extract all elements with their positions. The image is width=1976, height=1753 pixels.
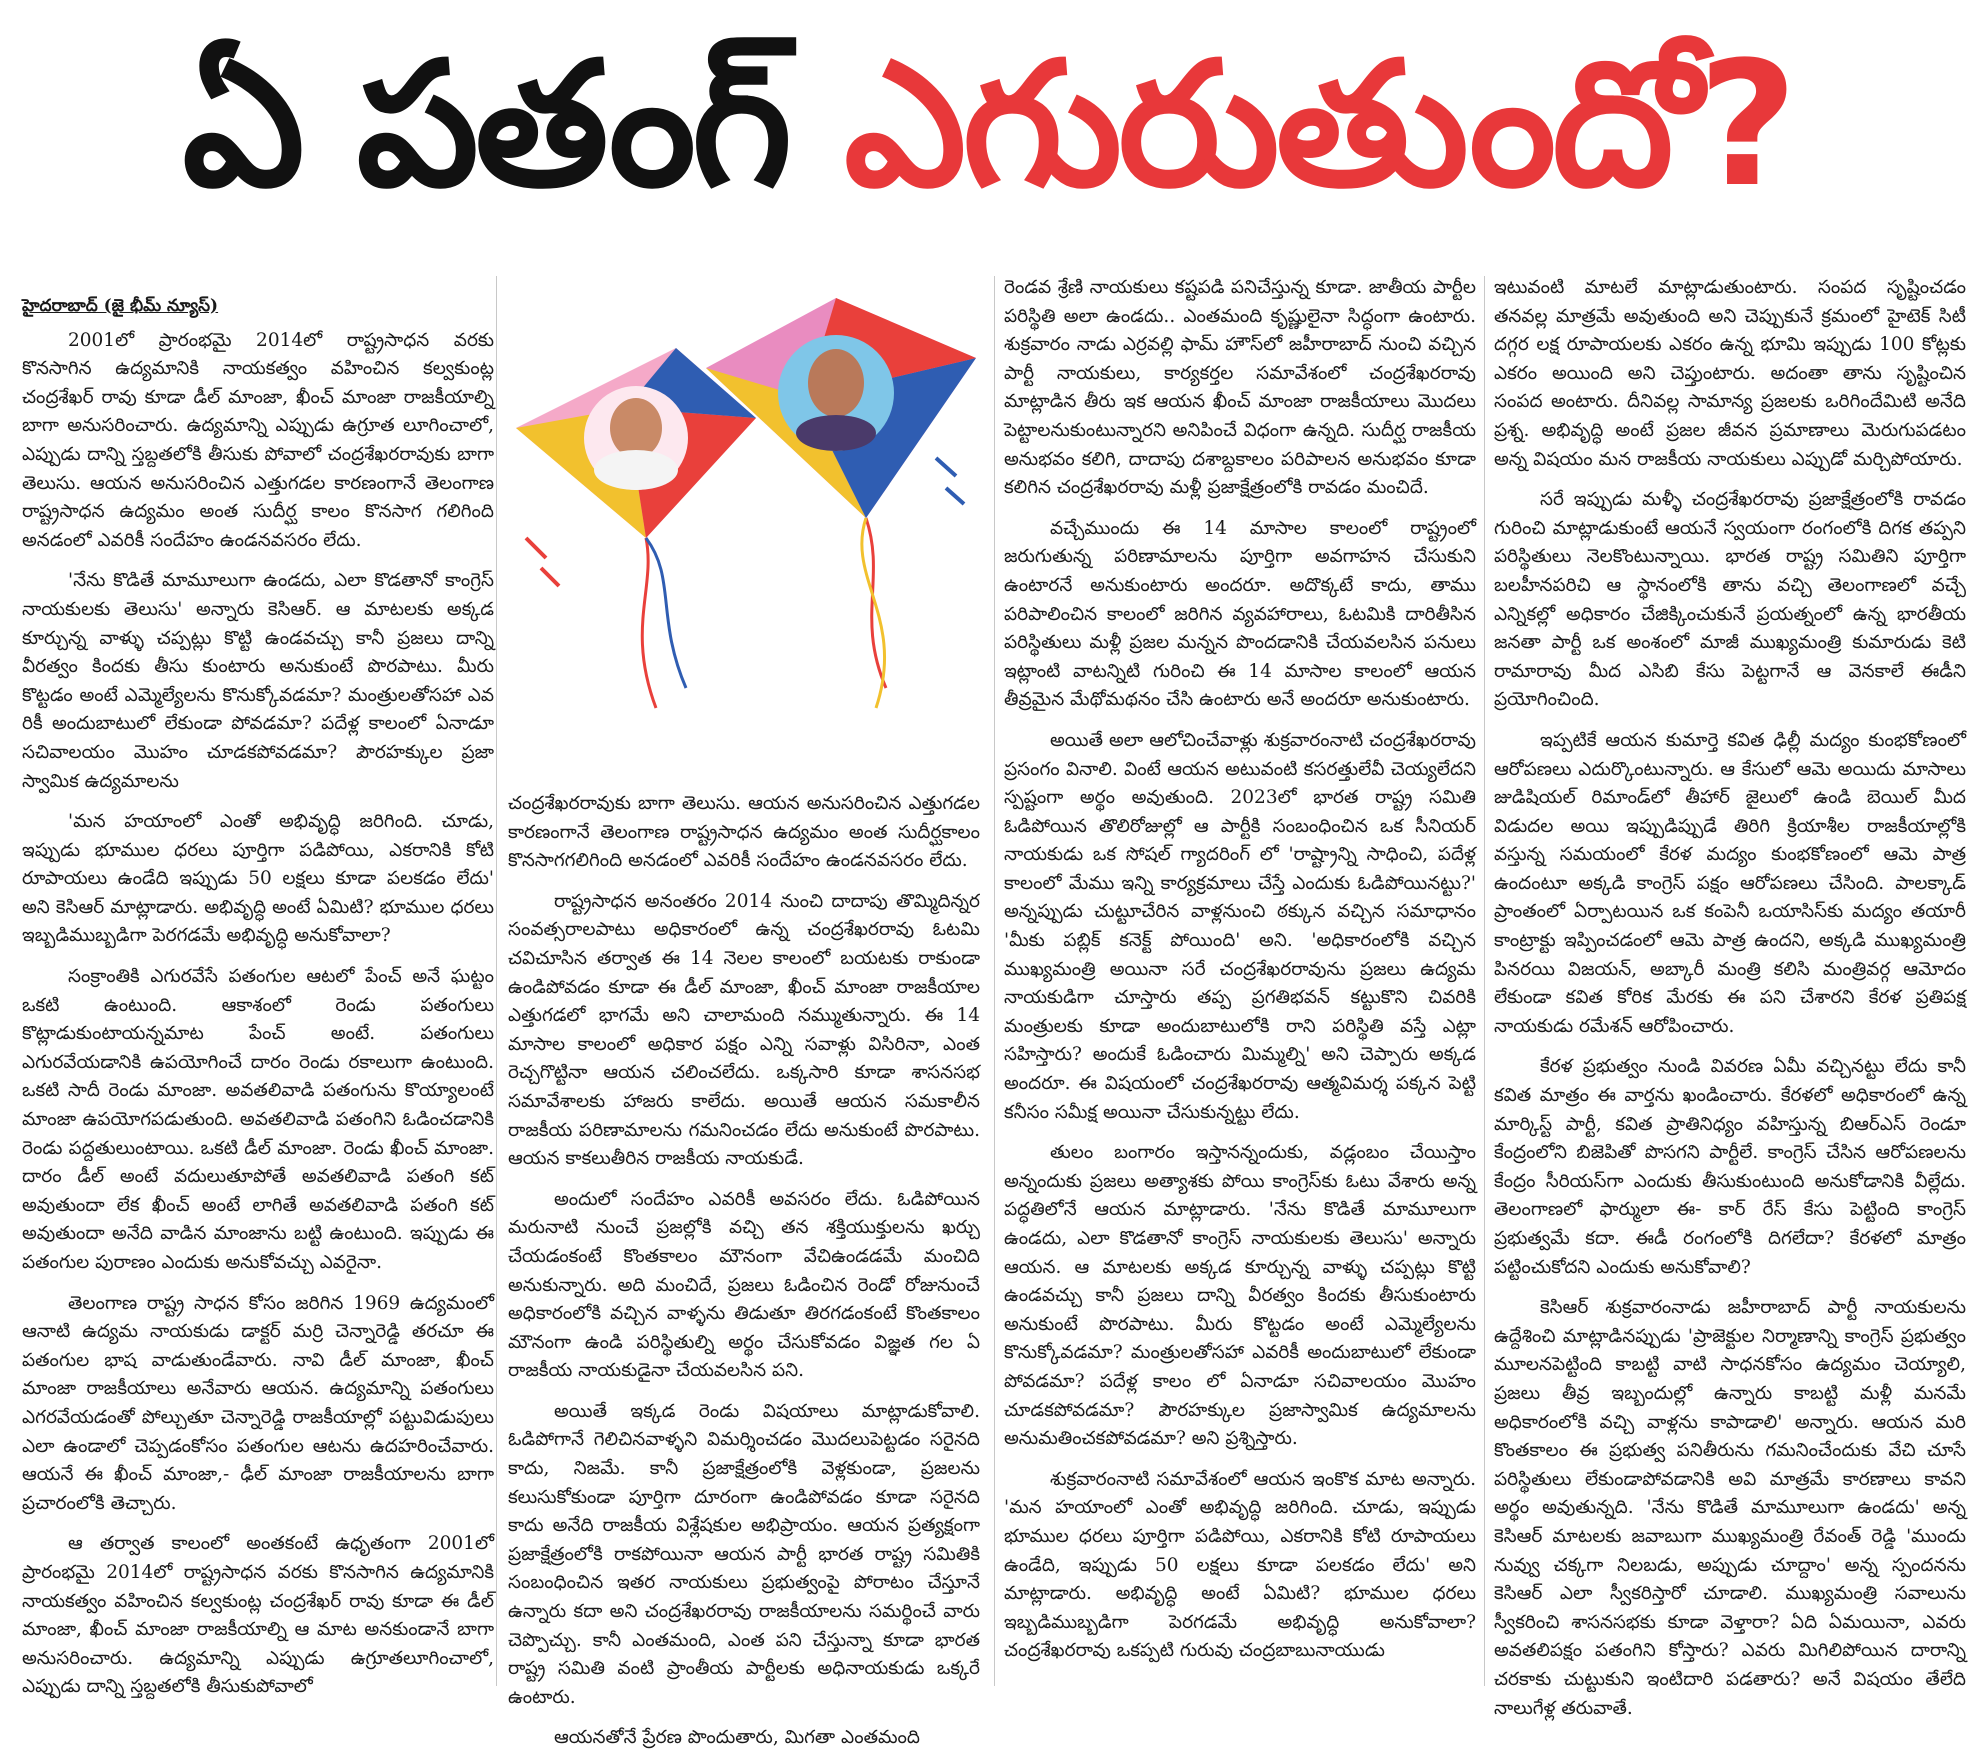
article-column-4 bbox=[1494, 274, 1966, 1719]
paragraph: 2001లో ప్రారంభమై 2014లో రాష్ట్రసాధన వరకు కొనసాగిన ఉద్యమానికి నాయకత్వం వహించిన కల్వకుంట్ల చంద్రశేఖర్ రావు కూడా డీల్ మాంజా, ఖీంచ్ మాంజా రాజకీయాల్ని బాగా అనుసరించారు. ఉద్యమాన్ని ఎప్పుడు ఉగ్రూత లూగించాలో, ఎప్పుడు దాన్ని స్తబ్దతలోకి తీసుకు పోవాలో చంద్రశేఖరరావుకు బాగా తెలుసు. ఆయన అనుసరించిన ఎత్తుగడల కారణంగానే తెలంగాణ రాష్ట్రసాధన ఉద్యమం అంత సుదీర్ఘ కాలం కొనసాగ గలిగింది అనడంలో ఎవరికీ సందేహం ఉండనవసరం లేదు. bbox=[22, 329, 494, 551]
paragraph: అయితే అలా ఆలోచించేవాళ్లు శుక్రవారంనాటి చంద్రశేఖరరావు ప్రసంగం వినాలి. వింటే ఆయన అటువంటి కసరత్తులేవీ చెయ్యలేదని స్పష్టంగా అర్థం అవుతుంది. 2023లో భారత రాష్ట్ర సమితి ఓడిపోయిన తొలిరోజుల్లో ఆ పార్టీకి సంబంధించిన ఒక సీనియర్ నాయకుడు ఒక సోషల్ గ్యాదరింగ్ లో 'రాష్ట్రాన్ని సాధించి, పదేళ్ల కాలంలో మేము ఇన్ని కార్యక్రమాలు చేస్తే ఎందుకు ఓడిపోయినట్టు?' అన్నప్పుడు చుట్టూచేరిన వాళ్లనుంచి ఠక్కున వచ్చిన సమాధానం 'మీకు పబ్లిక్ కనెక్ట్ పోయింది' అని. 'అధికారంలోకి వచ్చిన ముఖ్యమంత్రి అయినా సరే చంద్రశేఖరరావును ప్రజలు ఉద్యమ నాయకుడిగా చూస్తారు తప్ప ప్రగతిభవన్ కట్టుకొని చివరికి మంత్రులకు కూడా అందుబాటులోకి రాని పరిస్థితి వస్తే ఎట్లా సహిస్తారు? అందుకే ఓడించారు మిమ్మల్ని' అని చెప్పారు అక్కడ అందరూ. ఈ విషయంలో చంద్రశేఖరరావు ఆత్మవిమర్శ పక్కన పెట్టి కనీసం సమీక్ష అయినా చేసుకున్నట్టు లేదు. bbox=[1004, 729, 1476, 1123]
paragraph: 'మన హయాంలో ఎంతో అభివృద్ధి జరిగింది. చూడు, ఇప్పుడు భూముల ధరలు పూర్తిగా పడిపోయి, ఎకరానికి కోటి రూపాయలు ఉండేది ఇప్పుడు 50 లక్షలు కూడా పలకడం లేదు' అని కెసిఆర్ మాట్లాడారు. అభివృద్ధి అంటే ఏమిటి? భూముల ధరలు ఇబ్బడిముబ్బడిగా పెరగడమే అభివృద్ధి అనుకోవాలా? bbox=[22, 811, 494, 947]
paragraph: కెసిఆర్ శుక్రవారంనాడు జహీరాబాద్ పార్టీ నాయకులను ఉద్దేశించి మాట్లాడినప్పుడు 'ప్రాజెక్టుల నిర్మాణాన్ని కాంగ్రెస్ ప్రభుత్వం మూలనపెట్టింది కాబట్టి వాటి సాధనకోసం ఉద్యమం చెయ్యాలి, ప్రజలు తీవ్ర ఇబ్బందుల్లో ఉన్నారు కాబట్టి మళ్లీ మనమే అధికారంలోకి వచ్చి వాళ్లను కాపాడాలి' అన్నారు. ఆయన మరి కొంతకాలం ఈ ప్రభుత్వ పనితీరును గమనించేందుకు వేచి చూసే పరిస్థితులు లేకుండాపోవడానికి అవి మాత్రమే కారణాలు కావని అర్థం అవుతున్నది. 'నేను కొడితే మామూలుగా ఉండదు' అన్న కెసిఆర్ మాటలకు జవాబుగా ముఖ్యమంత్రి రేవంత్ రెడ్డి 'ముందు నువ్వు చక్కగా నిలబడు, అప్పుడు చూద్దాం' అన్న స్పందనను కెసిఆర్ ఎలా స్వీకరిస్తారో చూడాలి. ముఖ్యమంత్రి సవాలును స్వీకరించి శాసనసభకు కూడా వెళ్తారా? ఏది ఏమయినా, ఎవరు అవతలిపక్షం పతంగిని కోస్తారు? ఎవరు మిగిలిపోయిన దారాన్ని చరకాకు చుట్టుకుని ఇంటిదారి పడతారు? అనే విషయం తేలేది నాలుగేళ్ల తరువాతే. bbox=[1494, 1297, 1966, 1719]
article-column-3 bbox=[1004, 274, 1476, 1688]
paragraph: ఆ తర్వాత కాలంలో అంతకంటే ఉధృతంగా 2001లో ప్రారంభమై 2014లో రాష్ట్రసాధన వరకు కొనసాగిన ఉద్యమానికి నాయకత్వం వహించిన కల్వకుంట్ల చంద్రశేఖర్ రావు కూడా ఈ డీల్ మాంజా, ఖీంచ్ మాంజా రాజకీయాల్ని ఆ మాట అనకుండానే బాగా అనుసరించారు. ఉద్యమాన్ని ఎప్పుడు ఉగ్రూతలూగించాలో, ఎప్పుడు దాన్ని స్తబ్దతలోకి తీసుకుపోవాలో bbox=[22, 1533, 494, 1698]
paragraph: తెలంగాణ రాష్ట్ర సాధన కోసం జరిగిన 1969 ఉద్యమంలో ఆనాటి ఉద్యమ నాయకుడు డాక్టర్ మర్రి చెన్నారెడ్డి తరచూ ఈ పతంగుల భాష వాడుతుండేవారు. నావి డీల్ మాంజా, ఖీంచ్ మాంజా రాజకీయాలు అనేవారు ఆయన. ఉద్యమాన్ని పతంగులు ఎగరవేయడంతో పోల్చుతూ చెన్నారెడ్డి రాజకీయాల్లో పట్టువిడుపులు ఎలా ఉండాలో చెప్పడంకోసం పతంగుల ఆటను ఉదహరించేవారు. ఆయనే ఈ ఖీంచ్ మాంజా,- ఢీల్ మాంజా రాజకీయాలను బాగా ప్రచారంలోకి తెచ్చారు. bbox=[22, 1292, 494, 1514]
portrait-left bbox=[610, 398, 662, 458]
paragraph: అయితే ఇక్కడ రెండు విషయాలు మాట్లాడుకోవాలి. ఓడిపోగానే గెలిచినవాళ్ళని విమర్శించడం మొదలుపెట్టడం సరైనది కాదు, నిజమే. కానీ ప్రజాక్షేత్రంలోకి వెళ్లకుండా, ప్రజలను కలుసుకోకుండా పూర్తిగా దూరంగా ఉండిపోవడం కూడా సరైనది కాదు అనేది రాజకీయ విశ్లేషకుల అభిప్రాయం. ఆయన ప్రత్యక్షంగా ప్రజాక్షేత్రంలోకి రాకపోయినా ఆయన పార్టీ భారత రాష్ట్ర సమితికి సంబంధించిన ఇతర నాయకులు ప్రభుత్వంపై పోరాటం చేస్తూనే ఉన్నారు కదా అని చంద్రశేఖరరావు రాజకీయాలను సమర్థించే వారు చెప్పొచ్చు. కానీ ఎంతమంది, ఎంత పని చేస్తున్నా కూడా భారత రాష్ట్ర సమితి వంటి ప్రాంతీయ పార్టీలకు అధినాయకుడు ఒక్కరే ఉంటారు. bbox=[508, 1400, 980, 1708]
article-column-1 bbox=[22, 292, 494, 1698]
paragraph: 'నేను కొడితే మామూలుగా ఉండదు, ఎలా కొడతానో కాంగ్రెస్ నాయకులకు తెలుసు' అన్నారు కెసిఆర్. ఆ మాటలకు అక్కడ కూర్చున్న వాళ్ళు చప్పట్లు కొట్టి ఉండవచ్చు కానీ ప్రజలు దాన్ని వీరత్వం కిందకు తీసు కుంటారు అనుకుంటే పొరపాటు. మీరు కొట్టడం అంటే ఎమ్మెల్యేలను కొనుక్కోవడమా? మంత్రులతోసహా ఎవ రికీ అందుబాటులో లేకుండా పోవడమా? పదేళ్ల కాలంలో ఏనాడూ సచివాలయం మొహం చూడకపోవడమా? పౌరహక్కుల ప్రజా స్వామిక ఉద్యమాలను bbox=[22, 570, 494, 792]
paragraph: సంక్రాంతికి ఎగురవేసే పతంగుల ఆటలో పేంచ్ అనే ఘట్టం ఒకటి ఉంటుంది. ఆకాశంలో రెండు పతంగులు కొట్లాడుకుంటాయన్నమాట పేంచ్ అంటే. పతంగులు ఎగురవేయడానికి ఉపయోగించే దారం రెండు రకాలుగా ఉంటుంది. ఒకటి సాదీ రెండు మాంజా. అవతలివాడి పతంగును కొయ్యాలంటే మాంజా ఉపయోగపడుతుంది. అవతలివాడి పతంగిని ఓడించడానికి రెండు పద్దతులుంటాయి. ఒకటి డీల్ మాంజా. రెండు ఖీంచ్ మాంజా. దారం డీల్ అంటే వదులుతూపోతే అవతలివాడి పతంగి కట్ అవుతుందా లేక ఖీంచ్ అంటే లాగితే అవతలివాడి పతంగి కట్ అవుతుందా అనేది వాడిన మాంజాను బట్టి ఉంటుంది. ఇప్పుడు ఈ పతంగుల పురాణం ఎందుకు అనుకోవచ్చు ఎవరైనా. bbox=[22, 966, 494, 1273]
paragraph: కేరళ ప్రభుత్వం నుండి వివరణ ఏమీ వచ్చినట్టు లేదు కానీ కవిత మాత్రం ఈ వార్తను ఖండించారు. కేరళలో అధికారంలో ఉన్న మార్కిస్ట్ పార్టీ, కవిత ప్రాతినిధ్యం వహిస్తున్న బిఆర్ఎస్ రెండూ కేంద్రంలోని బిజెపితో పొసగని పార్టీలే. కాంగ్రెస్ చేసిన ఆరోపణలను కేంద్రం సీరియస్‌గా ఎందుకు తీసుకుంటుంది అనుకోడానికి వీల్లేదు. తెలంగాణలో ఫార్ములా ఈ- కార్ రేస్ కేసు పెట్టింది కాంగ్రెస్ ప్రభుత్వమే కదా. ఈడీ రంగంలోకి దిగలేదా? కేరళలో మాత్రం పట్టించుకోదని ఎందుకు అనుకోవాలి? bbox=[1494, 1056, 1966, 1278]
paragraph: తులం బంగారం ఇస్తానన్నందుకు, వడ్లంబం చేయిస్తాం అన్నందుకు ప్రజలు అత్యాశకు పోయి కాంగ్రెస్‌కు ఓటు వేశారు అన్న పద్ధతిలోనే ఆయన మాట్లాడారు. 'నేను కొడితే మామూలుగా ఉండదు, ఎలా కొడతానో కాంగ్రెస్ నాయకులకు తెలుసు' అన్నారు ఆయన. ఆ మాటలకు అక్కడ కూర్చున్న వాళ్ళు చప్పట్లు కొట్టి ఉండవచ్చు కానీ ప్రజలు దాన్ని వీరత్వం కిందకు తీసుకుంటారు అనుకుంటే పొరపాటు. మీరు కొట్టడం అంటే ఎమ్మెల్యేలను కొనుక్కోవడమా? మంత్రులతోసహా ఎవరికీ అందుబాటులో లేకుండా పోవడమా? పదేళ్ల కాలం లో ఏనాడూ సచివాలయం మొహం చూడకపోవడమా? పౌరహక్కుల ప్రజాస్వామిక ఉద్యమాలను అనుమతించకపోవడమా? అని ప్రశ్నిస్తారు. bbox=[1004, 1142, 1476, 1450]
paragraph: ఆయనతోనే ప్రేరణ పొందుతారు, మిగతా ఎంతమంది bbox=[554, 1727, 920, 1749]
article-column-2 bbox=[508, 790, 980, 1749]
paragraph: వచ్చేముందు ఈ 14 మాసాల కాలంలో రాష్ట్రంలో జరుగుతున్న పరిణామాలను పూర్తిగా అవగాహన చేసుకుని ఉంటారనే అనుకుంటారు అందరూ. అదొక్కటే కాదు, తాము పరిపాలించిన కాలంలో జరిగిన వ్యవహారాలు, ఓటమికి దారితీసిన పరిస్థితులు మళ్లీ ప్రజల మన్నన పొందడానికి చేయవలసిన పనులు ఇట్లాంటి వాటన్నిటి గురించి ఈ 14 మాసాల కాలంలో ఆయన తీవ్రమైన మేథోమథనం చేసి ఉంటారు అనే అందరూ అనుకుంటారు. bbox=[1004, 517, 1476, 711]
paragraph: ఇటువంటి మాటలే మాట్లాడుతుంటారు. సంపద సృష్టించడం తనవల్ల మాత్రమే అవుతుంది అని చెప్పుకునే క్రమంలో హైటెక్ సిటీ దగ్గర లక్ష రూపాయలకు ఎకరం ఉన్న భూమి ఇప్పుడు 100 కోట్లకు ఎకరం అయింది అని చెప్తుంటారు. అదంతా తాను సృష్టించిన సంపద అంటారు. దీనివల్ల సామాన్య ప్రజలకు ఒరిగిందేమిటి అనేది ప్రశ్న. అభివృద్ధి అంటే ప్రజల జీవన ప్రమాణాలు మెరుగుపడటం అన్న విషయం మన రాజకీయ నాయకులు ఎప్పుడో మర్చిపోయారు. bbox=[1494, 277, 1966, 470]
paragraph: శుక్రవారంనాటి సమావేశంలో ఆయన ఇంకొక మాట అన్నారు. 'మన హయాంలో ఎంతో అభివృద్ధి జరిగింది. చూడు, ఇప్పుడు భూముల ధరలు పూర్తిగా పడిపోయి, ఎకరానికి కోటి రూపాయలు ఉండేది, ఇప్పుడు 50 లక్షలు కూడా పలకడం లేదు' అని మాట్లాడారు. అభివృద్ధి అంటే ఏమిటి? భూముల ధరలు ఇబ్బడిముబ్బడిగా పెరగడమే అభివృద్ధి అనుకోవాలా? చంద్రశేఖరరావు ఒకప్పటి గురువు చంద్రబాబునాయుడు bbox=[1004, 1468, 1476, 1662]
column-divider bbox=[1484, 276, 1485, 1686]
paragraph: చంద్రశేఖరరావుకు బాగా తెలుసు. ఆయన అనుసరించిన ఎత్తుగడల కారణంగానే తెలంగాణ రాష్ట్రసాధన ఉద్యమం అంత సుదీర్ఘకాలం కొనసాగగలిగింది అనడంలో ఎవరికీ సందేహం ఉండనవసరం లేదు. bbox=[508, 793, 980, 872]
paragraph: ఇప్పటికే ఆయన కుమార్తె కవిత ఢిల్లీ మద్యం కుంభకోణంలో ఆరోపణలు ఎదుర్కొంటున్నారు. ఆ కేసులో ఆమె అయిదు మాసాలు జుడిషియల్ రిమాండ్‌లో తీహార్ జైలులో ఉండి బెయిల్ మీద విడుదల అయి ఇప్పుడిప్పుడే తిరిగి క్రియాశీల రాజకీయాల్లోకి వస్తున్న సమయంలో కేరళ మద్యం కుంభకోణంలో ఆమె పాత్ర ఉందంటూ అక్కడి కాంగ్రెస్ పక్షం ఆరోపణలు చేసింది. పాలక్కాడ్ ప్రాంతంలో ఏర్పాటయిన ఒక కంపెనీ ఒయాసిస్‌కు మద్యం తయారీ కాంట్రాక్టు ఇప్పించడంలో ఆమె పాత్ర ఉందని, అక్కడి ముఖ్యమంత్రి పినరయి విజయన్, అబ్కారీ మంత్రి కలిసి మంత్రివర్గ ఆమోదం లేకుండా కవిత కోరిక మేరకు ఈ పని చేశారని కేరళ ప్రతిపక్ష నాయకుడు రమేశన్ ఆరోపించారు. bbox=[1494, 729, 1966, 1037]
kites-illustration bbox=[506, 288, 986, 718]
headline-red-part: ఎగురుతుందో? bbox=[844, 24, 1794, 225]
headline bbox=[0, 0, 1976, 250]
right-kite bbox=[706, 298, 976, 708]
paragraph: రాష్ట్రసాధన అనంతరం 2014 నుంచి దాదాపు తొమ్మిదిన్నర సంవత్సరాలపాటు అధికారంలో ఉన్న చంద్రశేఖరరావు ఓటమి చవిచూసిన తర్వాత ఈ 14 నెలల కాలంలో బయటకు రాకుండా ఉండిపోవడం కూడా ఈ డీల్ మాంజా, ఖీంచ్ మాంజా రాజకీయాల ఎత్తుగడలో భాగమే అని చాలామంది నమ్ముతున్నారు. ఈ 14 మాసాల కాలంలో అధికార పక్షం ఎన్ని సవాళ్లు విసిరినా, ఎంత రెచ్చగొట్టినా ఆయన చలించలేదు. ఒక్కసారి కూడా శాసనసభ సమావేశాలకు హాజరు కాలేదు. అయితే ఆయన సమకాలీన రాజకీయ పరిణామాలను గమనించడం లేదు అనుకుంటే పొరపాటు. ఆయన కాకలుతీరిన రాజకీయ నాయకుడే. bbox=[508, 890, 980, 1170]
column-divider bbox=[496, 276, 497, 1686]
paragraph: సరే ఇప్పుడు మళ్ళీ చంద్రశేఖరరావు ప్రజాక్షేత్రంలోకి రావడం గురించి మాట్లాడుకుంటే ఆయనే స్వయంగా రంగంలోకి దిగక తప్పని పరిస్థితులు నెలకొంటున్నాయి. భారత రాష్ట్ర సమితిని పూర్తిగా బలహీనపరిచి ఆ స్థానంలోకి తాను వచ్చి తెలంగాణలో వచ్చే ఎన్నికల్లో అధికారం చేజిక్కించుకునే ప్రయత్నంలో ఉన్న భారతీయ జనతా పార్టీ ఒక అంశంలో మాజీ ముఖ్యమంత్రి కుమారుడు కెటి రామారావు మీద ఎసిబి కేసు పెట్టగానే ఆ వెనకాలే ఈడీని ప్రయోగించింది. bbox=[1494, 489, 1966, 711]
dateline: హైదరాబాద్ (జై భీమ్ న్యూస్) bbox=[22, 296, 219, 316]
headline-black-part: ఏ పతంగ్ bbox=[182, 24, 789, 225]
paragraph: రెండవ శ్రేణి నాయకులు కష్టపడి పనిచేస్తున్న కూడా. జాతీయ పార్టీల పరిస్థితి అలా ఉండదు.. ఎంతమంది కృష్ణులైనా సిద్ధంగా ఉంటారు. శుక్రవారం నాడు ఎర్రవల్లి ఫామ్ హౌస్‌లో జహీరాబాద్ నుంచి వచ్చిన పార్టీ నాయకులు, కార్యకర్తల సమావేశంలో చంద్రశేఖరరావు మాట్లాడిన తీరు ఇక ఆయన ఖీంచ్ మాంజా రాజకీయాలు మొదలు పెట్టాలనుకుంటున్నారని అనిపించే విధంగా ఉన్నది. సుదీర్ఘ రాజకీయ అనుభవం కలిగి, దాదాపు దశాబ్దకాలం పరిపాలన అనుభవం కూడా కలిగిన చంద్రశేఖరరావు మళ్లీ ప్రజాక్షేత్రంలోకి రావడం మంచిదే. bbox=[1004, 277, 1476, 499]
left-kite bbox=[516, 348, 756, 708]
paragraph: అందులో సందేహం ఎవరికీ అవసరం లేదు. ఓడిపోయిన మరునాటి నుంచే ప్రజల్లోకి వచ్చి తన శక్తియుక్తులను ఖర్చు చేయడంకంటే కొంతకాలం మౌనంగా వేచిఉండడమే మంచిది అనుకున్నారు. అది మంచిదే, ప్రజలు ఓడించిన రెండో రోజునుంచే అధికారంలోకి వచ్చిన వాళ్ళను తిడుతూ తిరగడంకంటే కొంతకాలం మౌనంగా ఉండి పరిస్థితుల్ని అర్థం చేసుకోవడం విజ్ఞత గల ఏ రాజకీయ నాయకుడైనా చేయవలసిన పని. bbox=[508, 1188, 980, 1382]
column-divider bbox=[994, 276, 995, 1686]
portrait-right bbox=[808, 349, 864, 417]
